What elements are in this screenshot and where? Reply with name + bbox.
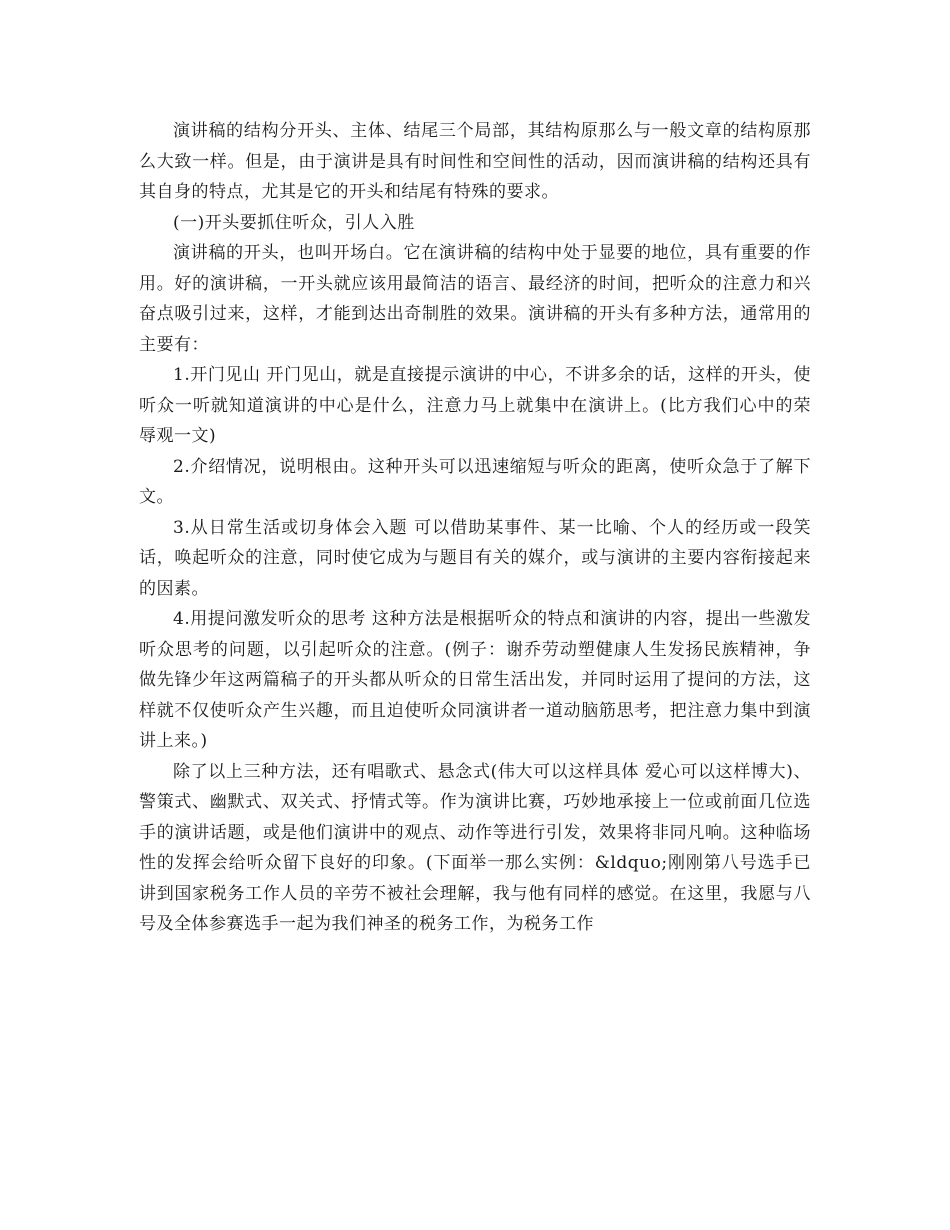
paragraph-other-methods: 除了以上三种方法，还有唱歌式、悬念式(伟大可以这样具体 爱心可以这样博大)、警策式、幽默式、双关式、抒情式等。作为演讲比赛，巧妙地承接上一位或前面几位选手的演讲话题，或是他们演讲中的观点、动作等进行引发，效果将非同凡响。这种临场性的发挥会给听众留下良好的印象。(下面举一那么实例：&ldquo;刚刚第八号选手已讲到国家税务工作人员的辛劳不被社会理解，我与他有同样的感觉。在这里，我愿与八号及全体参赛选手一起为我们神圣的税务工作，为税务工作	[139, 761, 811, 934]
document-body	[139, 116, 811, 940]
paragraph-method-3: 3.从日常生活或切身体会入题 可以借助某事件、某一比喻、个人的经历或一段笑话，唤起听众的注意，同时使它成为与题目有关的媒介，或与演讲的主要内容衔接起来的因素。	[139, 517, 811, 599]
paragraph-method-4: 4.用提问激发听众的思考 这种方法是根据听众的特点和演讲的内容，提出一些激发听众思考的问题，以引起听众的注意。(例子：谢乔劳动塑健康人生发扬民族精神，争做先锋少年这两篇稿子的开头都从听众的日常生活出发，并同时运用了提问的方法，这样就不仅使听众产生兴趣，而且迫使听众同演讲者一道动脑筋思考，把注意力集中到演讲上来。)	[139, 609, 811, 751]
section-heading-opening: (一)开头要抓住听众，引人入胜	[173, 212, 415, 233]
paragraph-method-2: 2.介绍情况，说明根由。这种开头可以迅速缩短与听众的距离，使听众急于了解下文。	[139, 456, 811, 507]
paragraph-method-1: 1.开门见山 开门见山，就是直接提示演讲的中心，不讲多余的话，这样的开头，使听众一听就知道演讲的中心是什么，注意力马上就集中在演讲上。(比方我们心中的荣辱观一文)	[139, 365, 811, 446]
paragraph-opening-description: 演讲稿的开头，也叫开场白。它在演讲稿的结构中处于显要的地位，具有重要的作用。好的演讲稿，一开头就应该用最简洁的语言、最经济的时间，把听众的注意力和兴奋点吸引过来，这样，才能到达出奇制胜的效果。演讲稿的开头有多种方法，通常用的主要有：	[139, 243, 811, 355]
paragraph-intro: 演讲稿的结构分开头、主体、结尾三个局部，其结构原那么与一般文章的结构原那么大致一样。但是，由于演讲是具有时间性和空间性的活动，因而演讲稿的结构还具有其自身的特点，尤其是它的开头和结尾有特殊的要求。	[139, 121, 811, 202]
